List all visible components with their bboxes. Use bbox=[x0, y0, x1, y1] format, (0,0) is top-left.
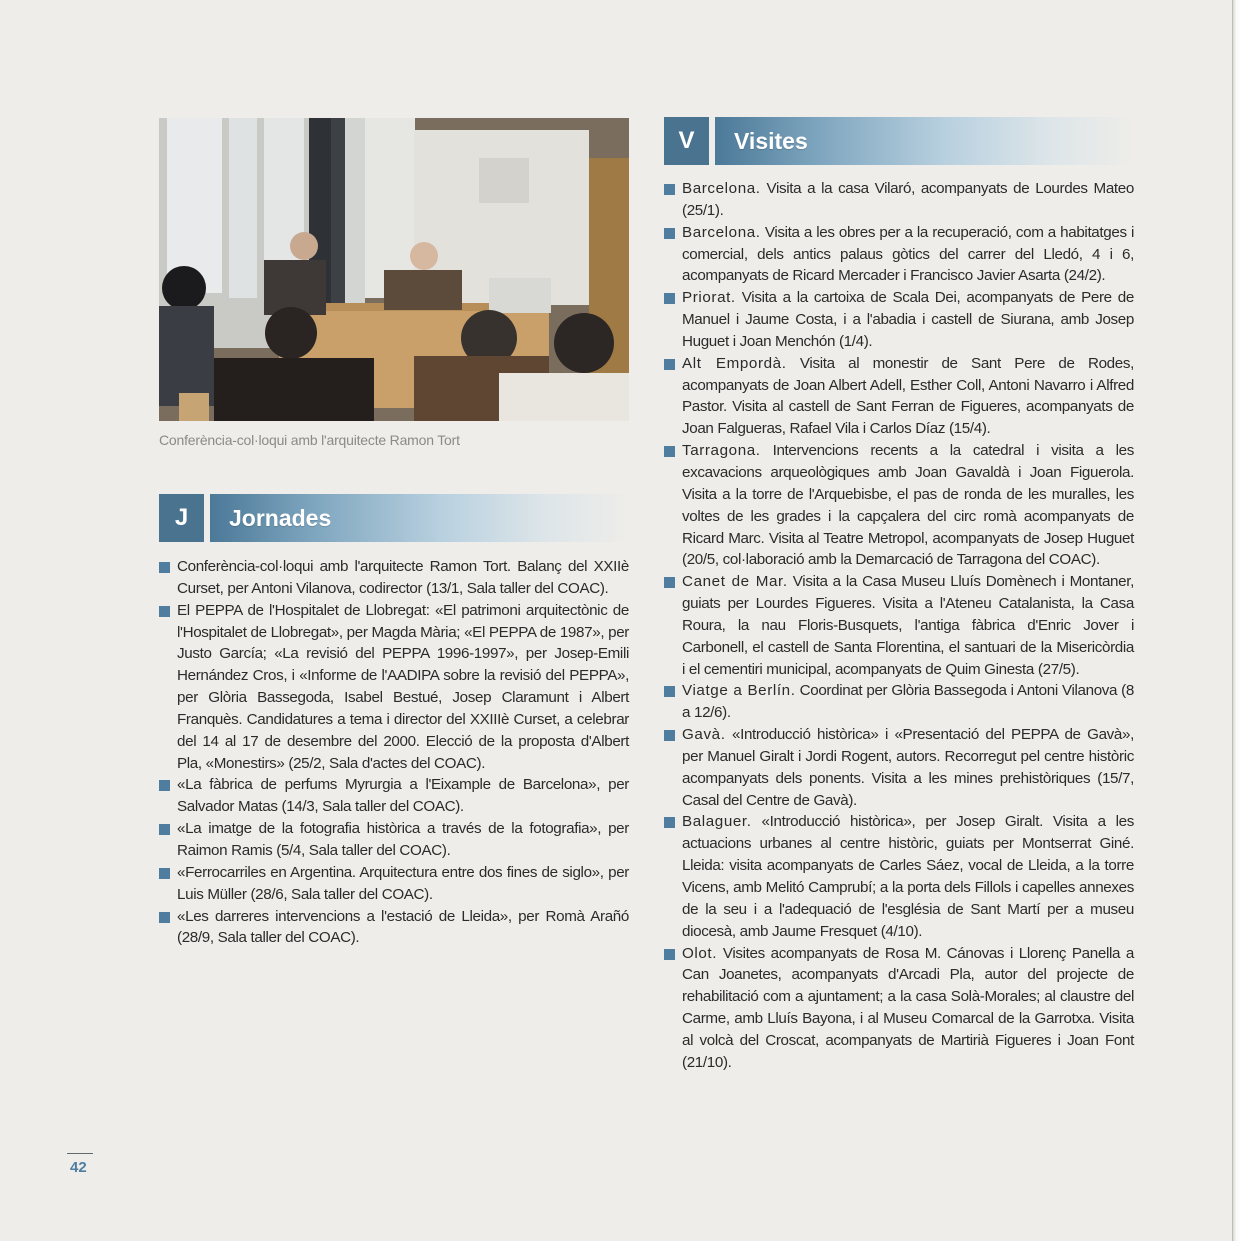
list-item: «La fàbrica de perfums Myrurgia a l'Eixample de Barcelona», per Salvador Matas (14/3, Sala taller del COAC). bbox=[159, 774, 629, 818]
bullet-icon bbox=[664, 730, 675, 741]
list-item: Olot. Visites acompanyats de Rosa M. Cánovas i Llorenç Panella a Can Joanetes, acompanyats d'Arcadi Pla, autor del projecte de rehabilitació com a ajuntament; a la casa Solà-Morales; al claustre del Carme, amb Lluís Bayona, i al Museu Comarcal de la Garrotxa. Visita al volcà del Croscat, acompanyats de Martirià Figueres i Joan Font (21/10). bbox=[664, 943, 1134, 1074]
bullet-icon bbox=[664, 446, 675, 457]
list-item: Conferència-col·loqui amb l'arquitecte Ramon Tort. Balanç del XXIIè Curset, per Antoni Vilanova, codirector (13/1, Sala taller del COAC). bbox=[159, 556, 629, 600]
bullet-icon bbox=[664, 293, 675, 304]
visites-header bbox=[664, 117, 1134, 165]
bullet-icon bbox=[159, 824, 170, 835]
list-item: El PEPPA de l'Hospitalet de Llobregat: «El patrimoni arquitectònic de l'Hospitalet de Llobregat», per Magda Mària; «El PEPPA de 1987», per Justo García; «La revisió del PEPPA 1996-1997», per Josep-Emili Hernández Cros, i «Informe de l'AADIPA sobre la revisió del PEPPA», per Glòria Bassegoda, Isabel Bestué, Josep Claramunt i Albert Franquès. Candidatures a tema i director del XXIIIè Curset, a celebrar del 14 al 17 de desembre del 2000. Elecció de la proposta d'Albert Pla, «Monestirs» (25/2, Sala d'actes del COAC). bbox=[159, 600, 629, 775]
visites-title-bar bbox=[715, 117, 1134, 165]
bullet-icon bbox=[159, 562, 170, 573]
bullet-icon bbox=[159, 912, 170, 923]
bullet-icon bbox=[664, 359, 675, 370]
list-item: Canet de Mar. Visita a la Casa Museu Lluís Domènech i Montaner, guiats per Lourdes Figueres. Visita a l'Ateneu Catalanista, la Casa Roura, la nau Floris-Busquets, l'antiga fàbrica d'Enric Jover i Carbonell, el castell de Santa Florentina, el santuari de la Misericòrdia i el cementiri municipal, acompanyats de Quim Ginesta (27/5). bbox=[664, 571, 1134, 680]
jornades-title-bar bbox=[210, 494, 629, 542]
bullet-icon bbox=[664, 817, 675, 828]
list-item: «Les darreres intervencions a l'estació de Lleida», per Romà Arañó (28/9, Sala taller del COAC). bbox=[159, 906, 629, 950]
list-item: Viatge a Berlín. Coordinat per Glòria Bassegoda i Antoni Vilanova (8 a 12/6). bbox=[664, 680, 1134, 724]
list-item: Balaguer. «Introducció històrica», per Josep Giralt. Visita a les actuacions urbanes al centre històric, guiats per Montserrat Giné. Lleida: visita acompanyats de Carles Sáez, vocal de Lleida, a la torre Vicens, amb Melitó Camprubí; a la porta dels Fillols i capelles annexes de la seu i a l'adequació de l'església de Sant Martí per a museu diocesà, amb Jaume Fresquet (4/10). bbox=[664, 811, 1134, 942]
page-edge bbox=[1232, 0, 1241, 1241]
page-number: 42 bbox=[70, 1159, 87, 1176]
visites-list bbox=[664, 178, 1134, 1074]
list-item: Barcelona. Visita a la casa Vilaró, acompanyats de Lourdes Mateo (25/1). bbox=[664, 178, 1134, 222]
bullet-icon bbox=[664, 228, 675, 239]
bullet-icon bbox=[159, 868, 170, 879]
list-item: Alt Empordà. Visita al monestir de Sant Pere de Rodes, acompanyats de Joan Albert Adell, Esther Coll, Antoni Navarro i Alfred Pastor. Visita al castell de Sant Ferran de Figueres, acompanyats de Joan Falgueras, Rafael Vila i Carlos Díaz (15/4). bbox=[664, 353, 1134, 440]
jornades-list bbox=[159, 556, 629, 949]
list-item: «La imatge de la fotografia històrica a través de la fotografia», per Raimon Ramis (5/4, Sala taller del COAC). bbox=[159, 818, 629, 862]
visites-letter: V bbox=[664, 117, 709, 165]
jornades-title: Jornades bbox=[229, 504, 332, 531]
bullet-icon bbox=[664, 577, 675, 588]
list-item: Tarragona. Intervencions recents a la catedral i visita a les excavacions arqueològiques amb Joan Gavaldà i Joan Figuerola. Visita a la torre de l'Arquebisbe, el pas de ronda de les muralles, les voltes de les grades i la capçalera del circ romà acompanyats de Ricard Marc. Visita al Teatre Metropol, acompanyats de Josep Huguet (20/5, col·laboració amb la Demarcació de Tarragona del COAC). bbox=[664, 440, 1134, 571]
list-item: Barcelona. Visita a les obres per a la recuperació, com a habitatges i comercial, dels antics palaus gòtics del carrer del Lledó, 4 i 6, acompanyats de Ricard Mercader i Francisco Javier Asarta (24/2). bbox=[664, 222, 1134, 288]
jornades-letter: J bbox=[159, 494, 204, 542]
list-item: «Ferrocarriles en Argentina. Arquitectura entre dos fines de siglo», per Luis Müller (28/6, Sala taller del COAC). bbox=[159, 862, 629, 906]
photo-caption: Conferència-col·loqui amb l'arquitecte Ramon Tort bbox=[159, 432, 460, 448]
bullet-icon bbox=[159, 780, 170, 791]
bullet-icon bbox=[664, 686, 675, 697]
bullet-icon bbox=[664, 184, 675, 195]
bullet-icon bbox=[664, 949, 675, 960]
jornades-header bbox=[159, 494, 629, 542]
conference-photo bbox=[159, 118, 629, 421]
visites-title: Visites bbox=[734, 127, 808, 154]
footer-rule bbox=[67, 1153, 93, 1154]
bullet-icon bbox=[159, 606, 170, 617]
list-item: Priorat. Visita a la cartoixa de Scala Dei, acompanyats de Pere de Manuel i Jaume Costa, i a l'abadia i castell de Siurana, amb Josep Huguet i Joan Menchón (1/4). bbox=[664, 287, 1134, 353]
list-item: Gavà. «Introducció històrica» i «Presentació del PEPPA de Gavà», per Manuel Giralt i Jordi Rogent, autors. Recorregut pel centre històric acompanyats dels ponents. Visita a les mines prehistòriques (15/7, Casal del Centre de Gavà). bbox=[664, 724, 1134, 811]
